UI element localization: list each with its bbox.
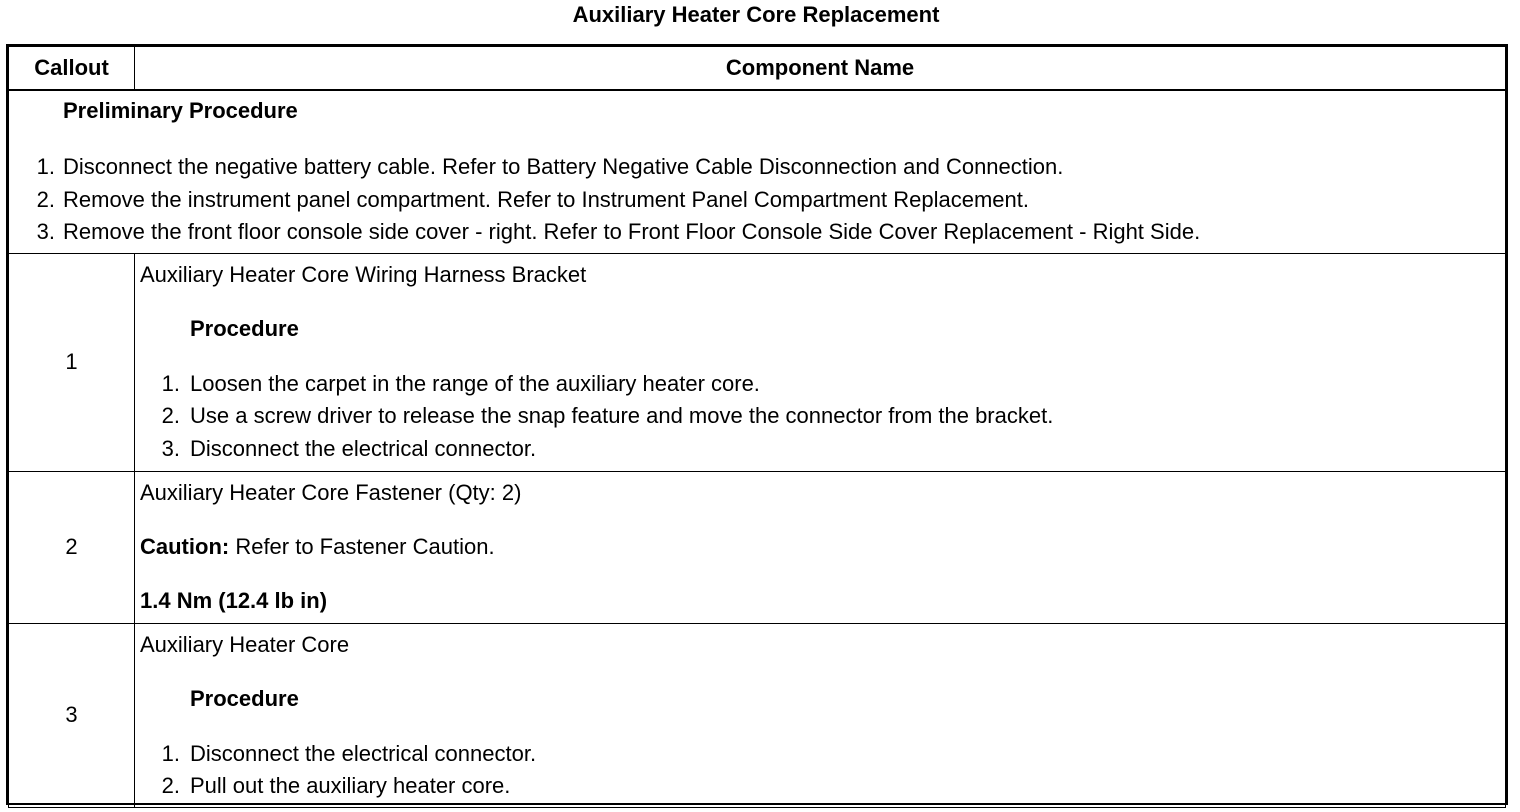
step-text: Disconnect the negative battery cable. Refer to Battery Negative Cable Disconnection and Connection.	[63, 154, 1064, 179]
step-number: 2.	[161, 773, 180, 798]
component-name: Auxiliary Heater Core Wiring Harness Bracket	[140, 261, 587, 287]
step-number: 1.	[36, 154, 55, 179]
procedure-steps	[140, 738, 1505, 803]
list-item	[9, 184, 1505, 217]
preliminary-row	[9, 90, 1506, 253]
caution-note	[140, 532, 1505, 562]
list-item	[140, 400, 1505, 433]
procedure-title: Procedure	[190, 315, 299, 341]
step-text: Disconnect the electrical connector.	[190, 435, 537, 461]
callout-cell: 3	[9, 623, 135, 807]
callout-cell: 2	[9, 471, 135, 623]
step-number: 1.	[161, 370, 180, 396]
step-number: 2.	[36, 186, 55, 212]
step-text: Use a screw driver to release the snap feature and move the connector from the bracket.	[190, 403, 1054, 428]
step-text: Loosen the carpet in the range of the auxiliary heater core.	[190, 370, 760, 396]
component-name: Auxiliary Heater Core	[140, 631, 350, 657]
torque-spec: 1.4 Nm (12.4 lb in)	[140, 587, 328, 613]
document-title: Auxiliary Heater Core Replacement	[572, 2, 940, 27]
table-header-row	[9, 47, 1506, 91]
list-item	[9, 216, 1505, 249]
list-item	[140, 770, 1505, 803]
step-number: 3.	[36, 219, 55, 244]
step-number: 3.	[161, 435, 180, 461]
component-cell	[135, 253, 1506, 471]
table-row	[9, 253, 1506, 471]
step-number: 2.	[161, 403, 180, 428]
caution-text: Refer to Fastener Caution.	[229, 533, 495, 559]
list-item	[140, 738, 1505, 771]
preliminary-cell	[9, 90, 1506, 253]
component-name-header: Component Name	[135, 47, 1506, 91]
list-item	[140, 368, 1505, 401]
step-text: Remove the front floor console side cover - right. Refer to Front Floor Console Side Cover Replacement - Right Side.	[63, 219, 1201, 244]
component-cell	[135, 471, 1506, 623]
step-text: Remove the instrument panel compartment. Refer to Instrument Panel Compartment Replacement.	[63, 186, 1030, 212]
step-number: 1.	[161, 740, 180, 766]
caution-label: Caution:	[140, 533, 230, 559]
component-name: Auxiliary Heater Core Fastener (Qty: 2)	[140, 479, 522, 505]
procedure-steps	[140, 368, 1505, 466]
step-text: Disconnect the electrical connector.	[190, 740, 537, 766]
callout-cell: 1	[9, 253, 135, 471]
procedure-title: Procedure	[190, 685, 299, 711]
procedure-table-frame	[6, 44, 1508, 805]
step-text: Pull out the auxiliary heater core.	[190, 773, 511, 798]
table-row	[9, 471, 1506, 623]
component-cell	[135, 623, 1506, 807]
list-item	[140, 433, 1505, 466]
preliminary-title: Preliminary Procedure	[63, 98, 298, 123]
list-item	[9, 151, 1505, 184]
preliminary-steps	[9, 151, 1505, 249]
procedure-table	[8, 46, 1506, 808]
table-row	[9, 623, 1506, 807]
callout-header: Callout	[9, 47, 135, 91]
